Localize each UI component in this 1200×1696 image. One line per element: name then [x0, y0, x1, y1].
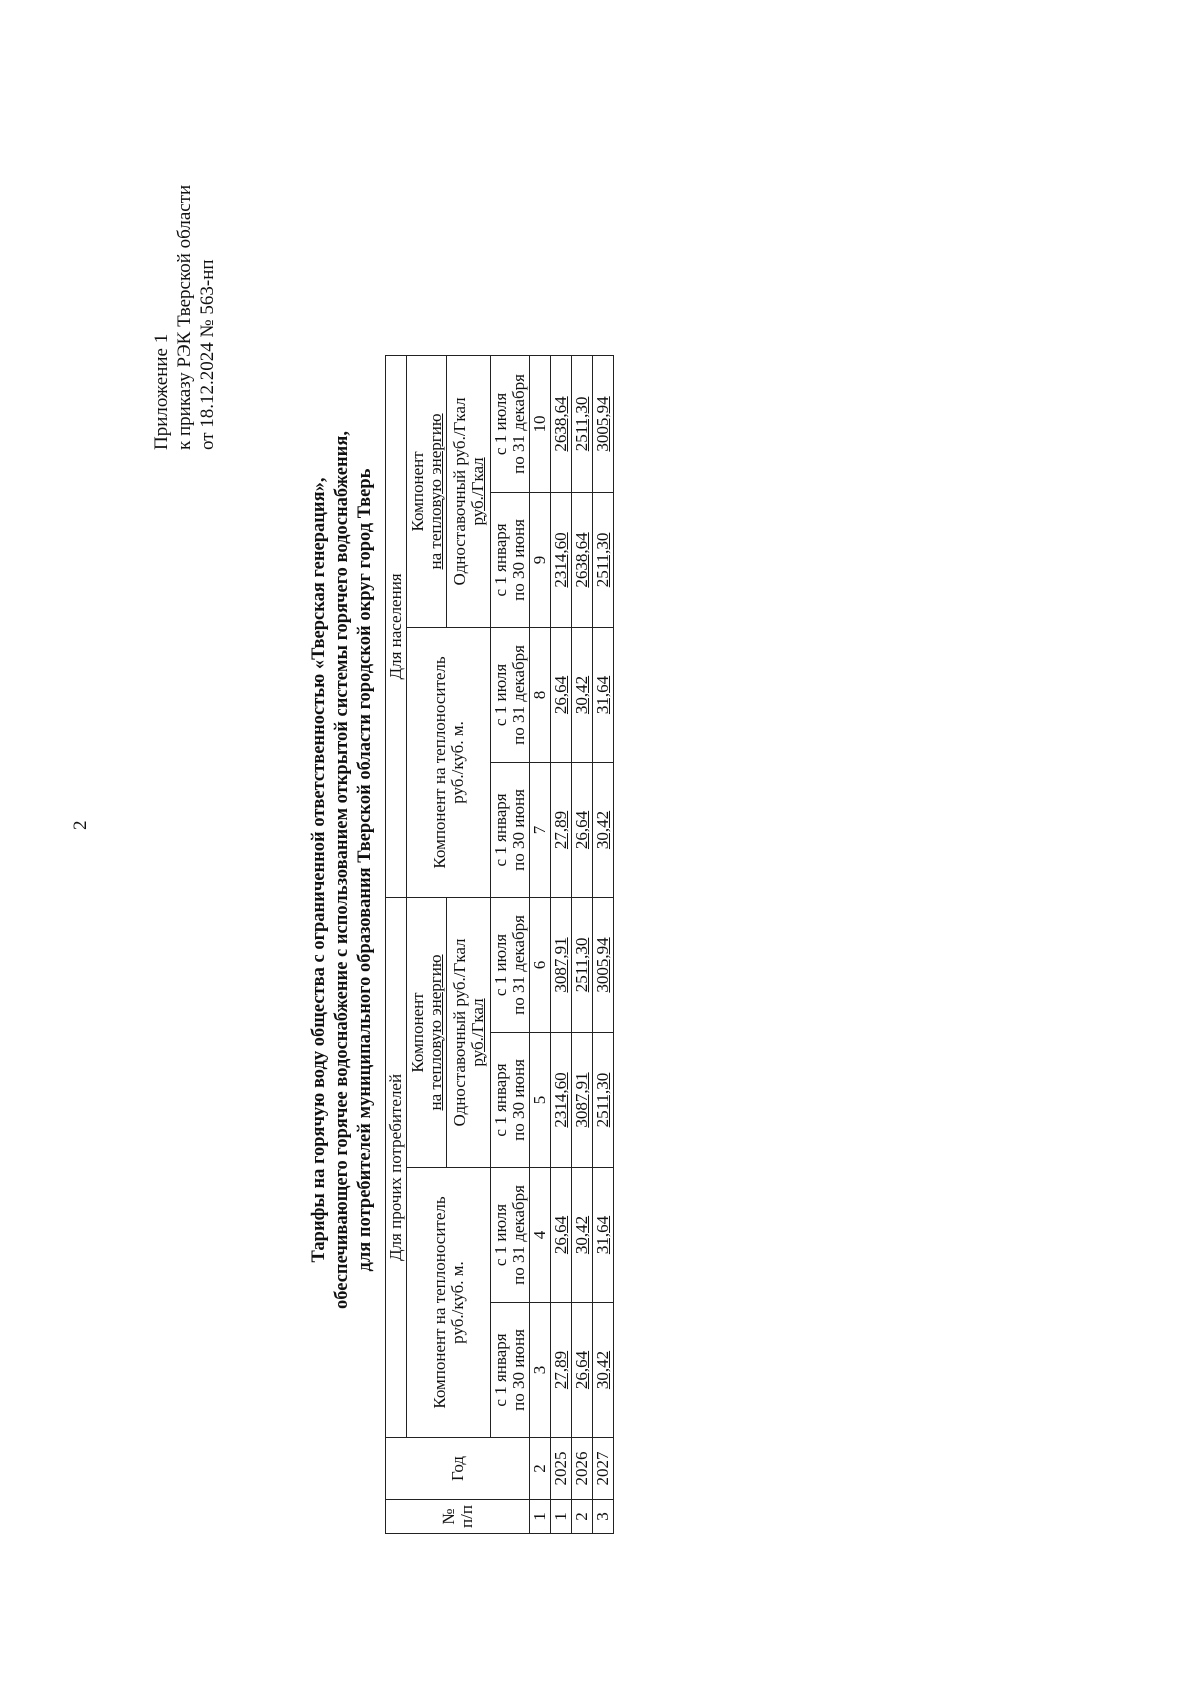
group-population-header: Для населения [386, 355, 407, 897]
column-number: 3 [530, 1303, 551, 1438]
thermal-label-1: Компонент [407, 451, 427, 532]
table-cell: 26,64 [551, 627, 572, 762]
period-header: с 1 января по 30 июня [491, 762, 530, 897]
period-header: с 1 января по 30 июня [491, 1303, 530, 1438]
period-header: с 1 января по 30 июня [491, 1033, 530, 1168]
column-number: 5 [530, 1033, 551, 1168]
period-header: с 1 июля по 31 декабря [491, 1168, 530, 1303]
appendix-line-3: от 18.12.2024 № 563-нп [197, 259, 218, 450]
col-no-header: № п/п [386, 1500, 530, 1534]
column-number: 8 [530, 627, 551, 762]
column-number: 7 [530, 762, 551, 897]
table-cell: 2511,30 [593, 1033, 614, 1168]
thermal-label-2: на тепловую энергию [425, 954, 445, 1111]
col-year-header: Год [386, 1438, 530, 1500]
table-cell: 2638,64 [572, 492, 593, 627]
column-number: 2 [530, 1438, 551, 1500]
table-cell: 2511,30 [593, 492, 614, 627]
table-row [572, 355, 593, 1533]
page-number: 2 [70, 820, 91, 830]
single-rate-label: Одноставочный руб./Гкал [449, 938, 469, 1127]
heat-carrier-label: Компонент на теплоноситель [429, 656, 449, 869]
table-cell: 27,89 [551, 1303, 572, 1438]
period-header: с 1 июля по 31 декабря [491, 627, 530, 762]
population-heat-carrier-header [407, 627, 491, 897]
row-year: 2026 [572, 1438, 593, 1500]
table-cell: 3005,94 [593, 897, 614, 1032]
single-rate-unit: руб./Гкал [467, 457, 487, 526]
heat-carrier-unit: руб./куб. м. [447, 721, 467, 804]
row-number: 2 [572, 1500, 593, 1534]
appendix-line-1: Приложение 1 [151, 333, 172, 450]
column-number: 4 [530, 1168, 551, 1303]
period-header: с 1 июля по 31 декабря [491, 897, 530, 1032]
group-other-header: Для прочих потребителей [386, 897, 407, 1437]
table-cell: 31,64 [593, 1168, 614, 1303]
single-rate-label: Одноставочный руб./Гкал [449, 397, 469, 586]
table-cell: 26,64 [572, 762, 593, 897]
row-year: 2025 [551, 1438, 572, 1500]
table-cell: 3087,91 [572, 1033, 593, 1168]
table-cell: 2511,30 [572, 897, 593, 1032]
table-cell: 30,42 [572, 1168, 593, 1303]
table-cell: 26,64 [572, 1303, 593, 1438]
table-cell: 30,42 [572, 627, 593, 762]
table-cell: 3005,94 [593, 355, 614, 492]
heat-carrier-unit: руб./куб. м. [447, 1261, 467, 1344]
table-row [593, 355, 614, 1533]
thermal-label-1: Компонент [407, 992, 427, 1073]
period-header: с 1 июля по 31 декабря [491, 355, 530, 492]
column-number: 10 [530, 355, 551, 492]
population-single-rate-header [447, 355, 491, 627]
single-rate-unit: руб./Гкал [467, 998, 487, 1067]
table-cell: 31,64 [593, 627, 614, 762]
tariff-table [385, 355, 614, 1534]
column-numbering-row [530, 355, 551, 1533]
row-year: 2027 [593, 1438, 614, 1500]
table-cell: 3087,91 [551, 897, 572, 1032]
table-cell: 2314,60 [551, 1033, 572, 1168]
document-title [308, 120, 377, 1620]
other-heat-carrier-header [407, 1168, 491, 1438]
title-line-1: Тарифы на горячую воду общества с ограниченной ответственностью «Тверская генерация», [309, 477, 329, 1263]
period-header: с 1 января по 30 июня [491, 492, 530, 627]
thermal-label-2: на тепловую энергию [425, 413, 445, 570]
table-cell: 2511,30 [572, 355, 593, 492]
title-line-2: обеспечивающего горячее водоснабжение с использованием открытой системы горячего водоснабжения, [332, 431, 352, 1309]
table-cell: 26,64 [551, 1168, 572, 1303]
column-number: 1 [530, 1500, 551, 1534]
table-cell: 30,42 [593, 762, 614, 897]
row-number: 1 [551, 1500, 572, 1534]
other-single-rate-header [447, 897, 491, 1167]
table-cell: 2638,64 [551, 355, 572, 492]
title-line-3: для потребителей муниципального образования Тверской области городской округ город Тверь [355, 468, 375, 1272]
table-cell: 27,89 [551, 762, 572, 897]
table-cell: 30,42 [593, 1303, 614, 1438]
column-number: 9 [530, 492, 551, 627]
column-number: 6 [530, 897, 551, 1032]
appendix-line-2: к приказу РЭК Тверской области [174, 184, 195, 450]
rotated-page-content [150, 120, 695, 1620]
table-row [551, 355, 572, 1533]
other-thermal-header [407, 897, 447, 1167]
population-thermal-header [407, 355, 447, 627]
heat-carrier-label: Компонент на теплоноситель [429, 1196, 449, 1409]
row-number: 3 [593, 1500, 614, 1534]
appendix-header [150, 150, 219, 450]
table-cell: 2314,60 [551, 492, 572, 627]
